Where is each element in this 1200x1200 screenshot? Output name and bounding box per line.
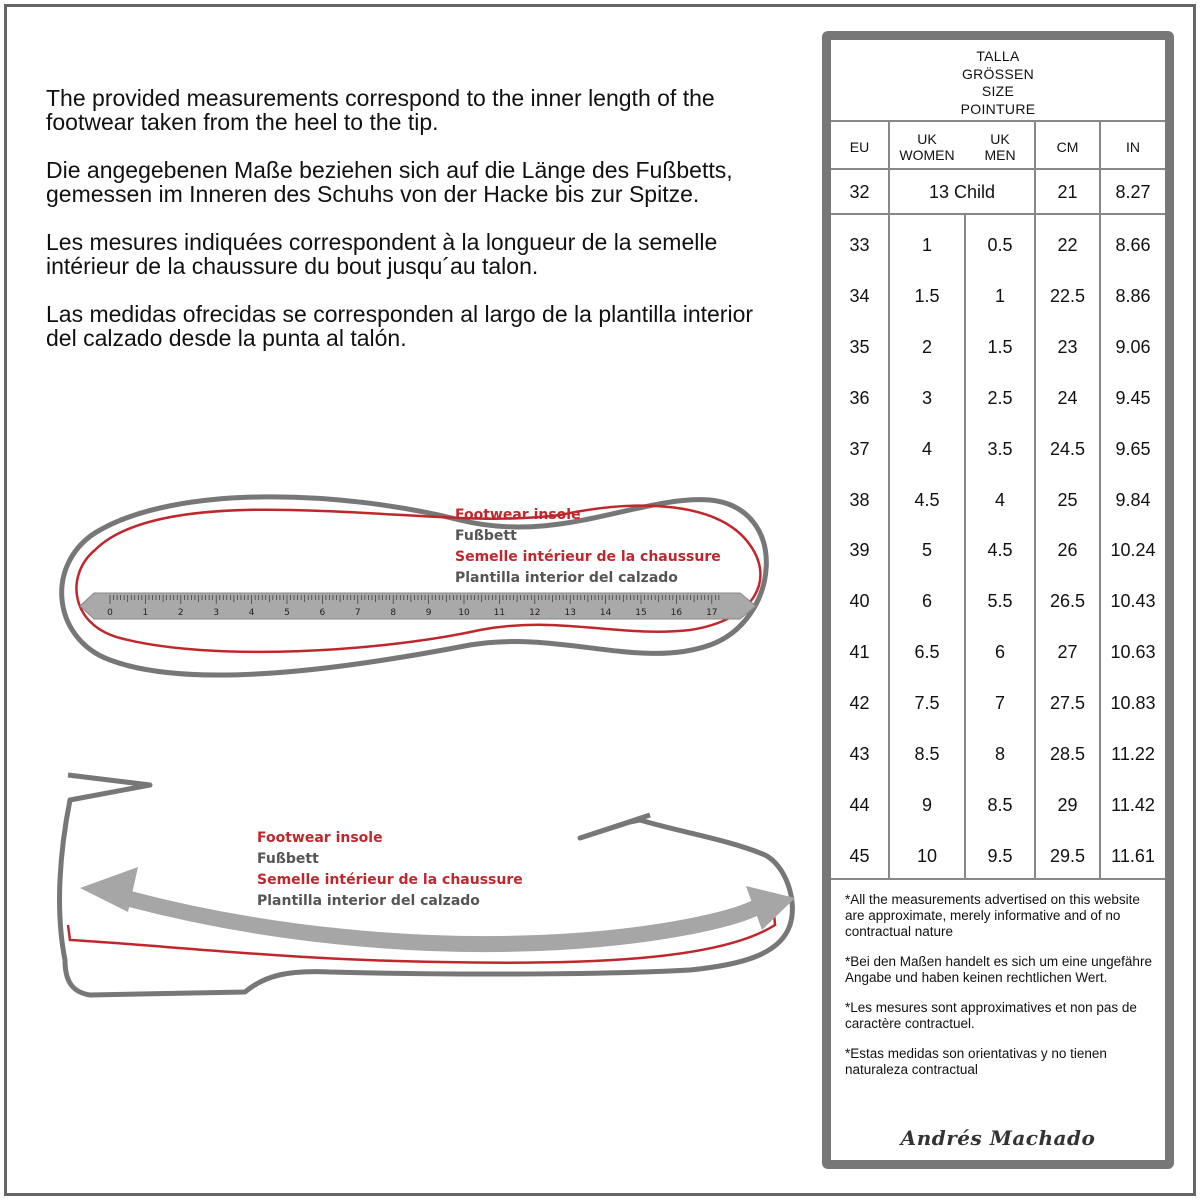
cell-uk-women: 7.5 [914, 693, 940, 714]
table-row [831, 220, 1165, 271]
cell-cm: 27 [1057, 642, 1078, 663]
table-row [831, 576, 1165, 627]
cell-eu: 34 [849, 285, 870, 306]
cell-cm: 28.5 [1049, 744, 1086, 764]
divider [831, 168, 1165, 170]
cell-uk-men: 6 [994, 642, 1005, 663]
cell-uk-women: 10 [916, 845, 938, 866]
ruler-label: 7 [354, 608, 361, 618]
brand-logo: Andrés Machado [900, 1126, 1096, 1150]
divider [831, 878, 1165, 880]
cell-eu: 33 [849, 235, 870, 255]
table-row [831, 171, 1165, 213]
ruler-label: 16 [670, 608, 683, 618]
cell-cm: 22.5 [1049, 285, 1086, 306]
cell-in: 8.86 [1115, 285, 1151, 306]
cell-in: 10.83 [1110, 693, 1156, 714]
table-row [831, 373, 1165, 424]
title-size: SIZE [981, 83, 1015, 99]
table-row [831, 729, 1165, 780]
ruler-label: 11 [493, 608, 506, 618]
cell-uk-women: 2 [921, 336, 932, 357]
col-header-uk-women: UK WOMEN [899, 131, 955, 163]
disclaimer-notes [845, 892, 1159, 1092]
ruler-label: 3 [213, 608, 220, 618]
ruler-label: 14 [599, 608, 612, 618]
note-fr: *Les mesures sont approximatives et non pas de caractère contractuel. [845, 1000, 1137, 1031]
cell-cm: 23 [1057, 336, 1078, 357]
side-label-de: Fußbett [257, 851, 319, 867]
cell-cm: 25 [1057, 489, 1078, 510]
top-label-es: Plantilla interior del calzado [455, 570, 678, 586]
cell-uk-men: 3.5 [987, 438, 1013, 459]
side-label-es: Plantilla interior del calzado [257, 893, 480, 909]
cell-uk-men: 4.5 [987, 540, 1013, 561]
size-table-panel [822, 31, 1174, 1169]
table-row [831, 424, 1165, 475]
intro-es: Las medidas ofrecidas se corresponden al largo de la plantilla interior del calzado desde la punta al talón. [46, 301, 754, 351]
cell-cm: 29.5 [1049, 845, 1086, 866]
arrow-head-left [80, 867, 138, 912]
ruler [80, 593, 756, 619]
note-de: *Bei den Maßen handelt es sich um eine ungefähre Angabe und haben keinen rechtlichen Wert. [845, 954, 1152, 985]
cell-uk-men: 4 [994, 489, 1005, 510]
cell-uk-men: 0.5 [987, 235, 1013, 255]
cell-eu: 41 [849, 642, 870, 663]
table-row [831, 627, 1165, 678]
table-row [831, 678, 1165, 729]
cell-cm: 29 [1057, 794, 1078, 815]
note-en: *All the measurements advertised on this website are approximate, merely informative and of no contractual nature [845, 892, 1140, 939]
cell-uk-women: 1.5 [914, 285, 940, 306]
ruler-label: 0 [107, 608, 113, 618]
col-header-in: IN [1126, 139, 1140, 155]
cell-eu: 37 [849, 438, 870, 459]
cell-uk-men: 7 [994, 693, 1005, 714]
cell-uk-men: 2.5 [987, 387, 1013, 408]
title-groessen: GRÖSSEN [961, 65, 1035, 82]
ruler-label: 2 [177, 608, 184, 618]
cell-eu: 39 [849, 540, 870, 561]
title-pointure: POINTURE [960, 100, 1036, 117]
cell-eu: 44 [849, 794, 870, 815]
cell-uk-women: 4 [921, 438, 932, 459]
col-header-uk-men: UK MEN [984, 131, 1016, 163]
cell-in: 10.43 [1110, 591, 1156, 612]
intro-de: Die angegebenen Maße beziehen sich auf die Länge des Fußbetts, gemessen im Inneren des Schuhs von der Hacke bis zur Spitze. [46, 157, 733, 207]
cell-uk: 13 Child [928, 181, 996, 202]
table-row [831, 831, 1165, 882]
divider [831, 120, 1165, 122]
title-talla: TALLA [976, 48, 1020, 64]
cell-uk-women: 5 [921, 540, 932, 561]
cell-uk-men: 5.5 [987, 591, 1013, 612]
cell-cm: 21 [1057, 181, 1078, 202]
ruler-label: 8 [390, 608, 397, 618]
cell-eu: 45 [849, 845, 870, 866]
cell-uk-women: 3 [921, 387, 932, 408]
side-label-en: Footwear insole [257, 830, 383, 846]
intro-text [46, 86, 786, 374]
cell-uk-women: 9 [921, 794, 932, 815]
cell-eu: 40 [849, 591, 870, 612]
table-row [831, 271, 1165, 322]
cell-in: 11.22 [1111, 744, 1155, 764]
ruler-label: 10 [458, 608, 470, 618]
cell-uk-men: 1 [994, 285, 1005, 306]
intro-fr: Les mesures indiquées correspondent à la longueur de la semelle intérieur de la chaussure du bout jusqu´au talon. [46, 229, 718, 279]
table-row [831, 525, 1165, 576]
cell-uk-women: 8.5 [914, 744, 940, 764]
cell-eu: 42 [849, 693, 870, 714]
table-row [831, 475, 1165, 526]
cell-in: 9.65 [1115, 438, 1151, 459]
ruler-label: 13 [564, 608, 576, 618]
ruler-label: 9 [425, 608, 432, 618]
table-title [831, 40, 1165, 120]
cell-eu: 43 [849, 744, 870, 764]
col-header-cm: CM [1056, 139, 1079, 155]
cell-uk-men: 8.5 [987, 794, 1013, 815]
side-label-fr: Semelle intérieur de la chaussure [257, 872, 523, 888]
top-label-fr: Semelle intérieur de la chaussure [455, 549, 721, 565]
cell-cm: 26 [1057, 540, 1078, 561]
cell-in: 9.45 [1115, 387, 1151, 408]
ruler-label: 4 [248, 608, 255, 618]
cell-eu: 36 [849, 387, 870, 408]
cell-eu: 38 [849, 489, 870, 510]
cell-uk-women: 4.5 [914, 489, 940, 510]
ruler-label: 6 [319, 608, 326, 618]
col-header-eu: EU [849, 139, 870, 155]
cell-cm: 24.5 [1049, 438, 1086, 459]
ruler-label: 15 [635, 608, 647, 618]
note-es: *Estas medidas son orientativas y no tienen naturaleza contractual [845, 1046, 1107, 1077]
cell-in: 11.61 [1111, 845, 1155, 866]
cell-in: 11.42 [1111, 794, 1155, 815]
cell-uk-men: 8 [994, 744, 1005, 764]
cell-in: 8.66 [1115, 235, 1151, 255]
cell-cm: 22 [1057, 235, 1078, 255]
ruler-label: 5 [284, 608, 290, 618]
cell-cm: 24 [1057, 387, 1078, 408]
ruler-label: 1 [142, 608, 149, 618]
table-row [831, 322, 1165, 373]
cell-in: 10.63 [1110, 642, 1156, 663]
table-row [831, 780, 1165, 831]
cell-eu: 32 [849, 181, 870, 202]
cell-uk-women: 1 [921, 235, 932, 255]
divider [831, 213, 1165, 215]
cell-uk-men: 9.5 [987, 845, 1013, 866]
cell-uk-men: 1.5 [987, 336, 1013, 357]
ruler-label: 12 [529, 608, 541, 618]
cell-cm: 26.5 [1049, 591, 1086, 612]
ruler-label: 17 [706, 608, 718, 618]
cell-uk-women: 6.5 [914, 642, 940, 663]
intro-en: The provided measurements correspond to the inner length of the footwear taken from the heel to the tip. [46, 85, 715, 135]
cell-cm: 27.5 [1049, 693, 1086, 714]
cell-in: 8.27 [1115, 181, 1151, 202]
cell-in: 10.24 [1110, 540, 1156, 561]
cell-uk-women: 6 [921, 591, 932, 612]
top-label-en: Footwear insole [455, 507, 581, 523]
top-label-de: Fußbett [455, 528, 517, 544]
cell-in: 9.06 [1115, 336, 1151, 357]
cell-in: 9.84 [1115, 489, 1151, 510]
cell-eu: 35 [849, 336, 870, 357]
